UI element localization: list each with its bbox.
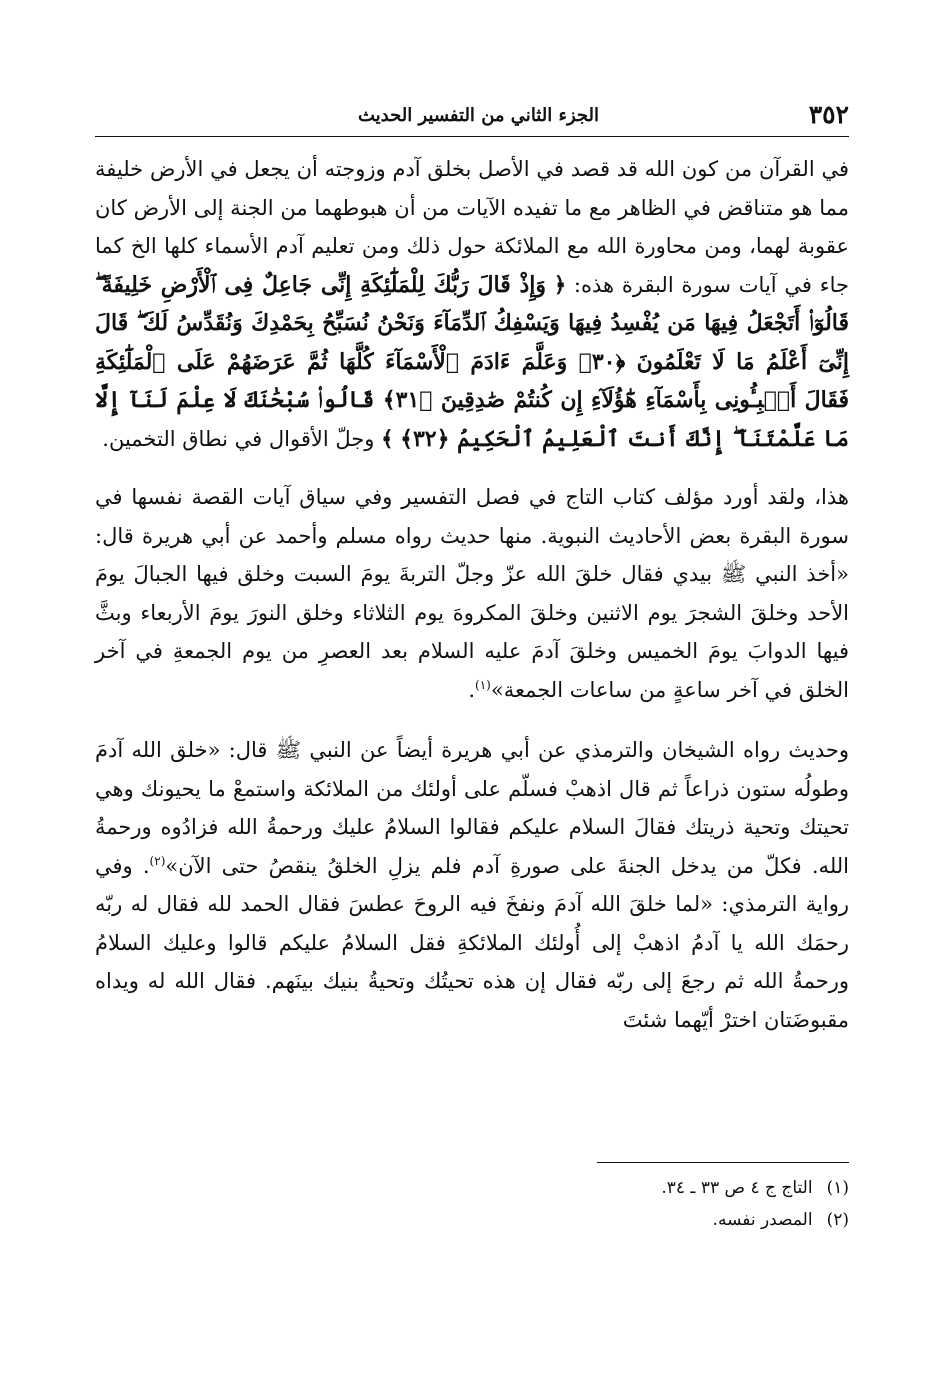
footnotes xyxy=(95,1172,849,1236)
quran-brace-close: ﴾ xyxy=(381,425,394,451)
paragraph-3 xyxy=(95,731,849,1039)
paragraph-1-lead: في القرآن من كون الله قد قصد في الأصل بخلق آدم وزوجته أن يجعل في الأرض خليفة مما هو متناقض في الظاهر مع ما تفيده الآيات من أن هبوطهما من الجنة إلى الأرض كان عقوبة لهما، ومن محاورة الله مع الملائكة حول ذلك ومن تعليم آدم الأسماء كلها الخ كما جاء في آيات سورة البقرة هذه: xyxy=(95,157,849,297)
footnote-ref-2[interactable]: (٢) xyxy=(149,853,166,868)
paragraph-1-tail: وجلّ الأقوال في نطاق التخمين. xyxy=(102,426,375,451)
paragraph-1 xyxy=(95,150,849,458)
quran-verses: وَإِذْ قَالَ رَبُّكَ لِلْمَلَٰٓئِكَةِ إِنِّى جَاعِلٌ فِى ٱلْأَرْضِ خَلِيفَةً ۖ قَالُوٓا۟ أَتَجْعَلُ فِيهَا مَن يُفْسِدُ فِيهَا وَيَسْفِكُ ٱلدِّمَآءَ وَنَحْنُ نُسَبِّحُ بِحَمْدِكَ وَنُقَدِّسُ لَكَ ۖ قَالَ إِنِّىٓ أَعْلَمُ مَا لَا تَعْلَمُونَ ﴿٣٠﴾ وَعَلَّمَ ءَادَمَ ٱلْأَسْمَآءَ كُلَّهَا ثُمَّ عَرَضَهُمْ عَلَى ٱلْمَلَٰٓئِكَةِ فَقَالَ أَنۢبِـُٔونِى بِأَسْمَآءِ هَٰٓؤُلَآءِ إِن كُنتُمْ صَٰدِقِينَ ﴿٣١﴾ قَالُوا۟ سُبْحَٰنَكَ لَا عِلْمَ لَنَآ إِلَّا مَا عَلَّمْتَنَآ ۖ إِنَّكَ أَنتَ ٱلْعَلِيمُ ٱلْحَكِيمُ ﴿٣٢﴾ xyxy=(95,271,849,452)
paragraph-3-text-a: وحديث رواه الشيخان والترمذي عن أبي هريرة أيضاً عن النبي ﷺ قال: «خلق الله آدمَ وطولُه ستون ذراعاً ثم قال اذهبْ فسلّم على أولئك من الملائكة واستمعْ ما يحيونك وهي تحيتك وتحية ذريتك فقالَ السلام عليكم فقالوا السلامُ عليك ورحمةُ الله فزادُوه ورحمةُ الله. فكلّ من يدخل الجنةَ على صورةِ آدم فلم يزلِ الخلقُ ينقصُ حتى الآن» xyxy=(95,738,849,878)
page-header xyxy=(95,100,849,137)
footnote-2-number: (٢) xyxy=(826,1210,849,1230)
footnote-ref-1[interactable]: (١) xyxy=(475,677,491,692)
quran-brace-open: ﴿ xyxy=(553,271,567,297)
footnote-divider xyxy=(597,1162,849,1163)
footnote-2-text: المصدر نفسه. xyxy=(712,1210,813,1230)
body-text xyxy=(95,150,849,1039)
footnote-1 xyxy=(95,1172,849,1204)
footnote-1-number: (١) xyxy=(826,1178,849,1198)
page-number: ٣٥٢ xyxy=(808,100,849,129)
paragraph-2-end: . xyxy=(468,677,476,702)
running-title: الجزء الثاني من التفسير الحديث xyxy=(357,105,599,126)
paragraph-2-text: هذا، ولقد أورد مؤلف كتاب التاج في فصل التفسير وفي سياق آيات القصة نفسها في سورة البقرة بعض الأحاديث النبوية. منها حديث رواه مسلم وأحمد عن أبي هريرة قال: «أخذ النبي ﷺ بيدي فقال خلقَ الله عزّ وجلّ التربةَ يومَ السبت وخلق فيها الجبالَ يومَ الأحد وخلقَ الشجرَ يوم الاثنين وخلقَ المكروهَ يوم الثلاثاء وخلق النورَ يومَ الأربعاء وبثَّ فيها الدوابَ يومَ الخميس وخلقَ آدمَ عليه السلام بعد العصرِ من يوم الجمعةِ في آخر الخلق في آخر ساعةٍ من ساعات الجمعة» xyxy=(95,485,849,702)
paragraph-2 xyxy=(95,478,849,709)
footnote-2 xyxy=(95,1204,849,1236)
footnote-1-text: التاج ج ٤ ص ٣٣ ـ ٣٤. xyxy=(661,1178,813,1198)
paragraph-3-text-b: . وفي رواية الترمذي: «لما خلقَ الله آدمَ ونفخَ فيه الروحَ عطسَ فقال الحمد لله فقال له ربّه رحمَك الله يا آدمُ اذهبْ إلى أُولئك الملائكةِ فقل السلامُ عليكم قالوا وعليك السلامُ ورحمةُ الله ثم رجعَ إلى ربّه فقال إن هذه تحيتُك وتحيةُ بنيك بينَهم. فقال الله له ويداه مقبوضَتان اخترْ أيّهما شئتَ xyxy=(95,853,849,1032)
